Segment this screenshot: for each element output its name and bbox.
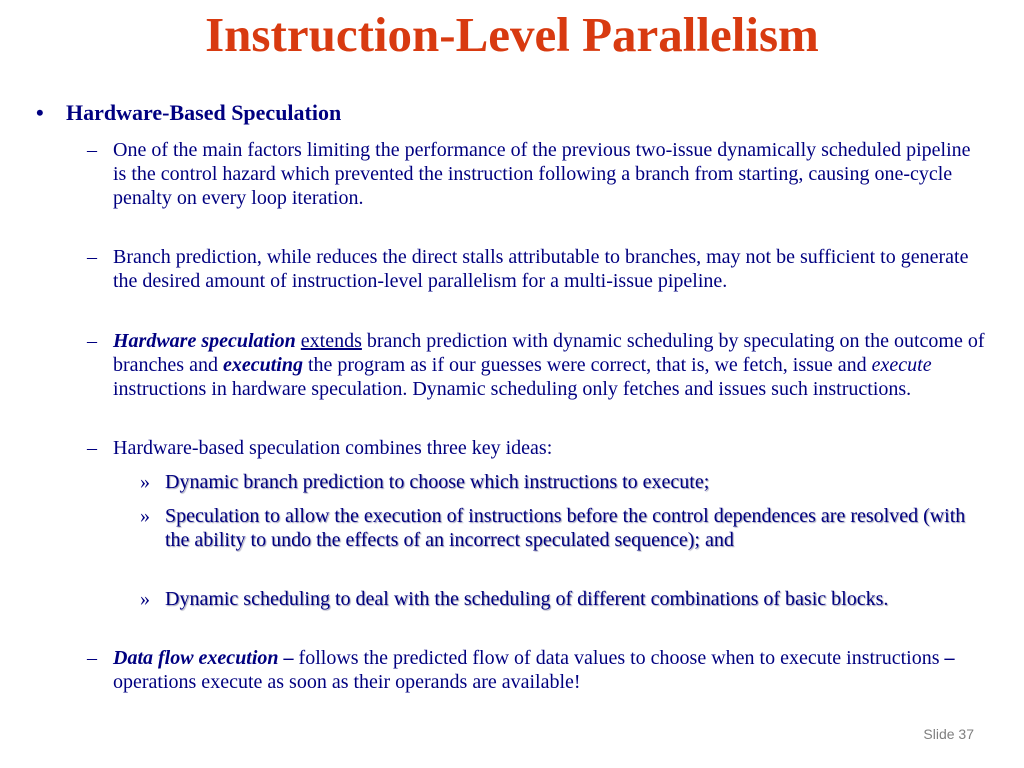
sub-point-text: Hardware-based speculation combines three key ideas: [113, 437, 553, 459]
sub-point-data-flow-execution [87, 646, 987, 694]
sub-point-text [113, 329, 987, 401]
key-idea-text: Speculation to allow the execution of instructions before the control dependences are resolved (with the ability to undo the effects of an incorrect speculated sequence); and [165, 505, 966, 551]
key-idea-branch-prediction [140, 470, 980, 494]
text-run: operations execute as soon as their operands are available! [113, 671, 581, 693]
key-idea-text: Dynamic branch prediction to choose which instructions to execute; [165, 471, 710, 493]
term-extends: extends [300, 330, 362, 352]
term-data-flow-execution: Data flow execution [113, 647, 279, 669]
chevron-marker: » [140, 588, 150, 610]
sub-point-text: One of the main factors limiting the performance of the previous two-issue dynamically scheduled pipeline is the control hazard which prevented the instruction following a branch from starting, causing one-cycle penalty on every loop iteration. [113, 139, 971, 209]
sub-point-three-key-ideas [87, 436, 987, 460]
sub-point-control-hazard [87, 138, 987, 210]
bold-dash: – [944, 647, 955, 669]
bullet-heading-row [36, 100, 341, 126]
key-idea-text: Dynamic scheduling to deal with the scheduling of different combinations of basic blocks. [165, 588, 889, 610]
text-run: instructions in hardware speculation. Dynamic scheduling only fetches and issues such instructions. [113, 378, 912, 400]
chevron-marker: » [140, 471, 150, 493]
chevron-marker: » [140, 505, 150, 527]
sub-point-branch-prediction [87, 245, 987, 293]
term-hardware-speculation: Hardware speculation [113, 330, 296, 352]
text-run: branch prediction with dynamic scheduling by speculating on the outcome of branches and [113, 330, 985, 376]
dash-marker: – [87, 139, 97, 161]
term-executing: executing [222, 354, 303, 376]
text-run: the program as if our guesses were correct, that is, we fetch, issue and [302, 354, 872, 376]
bullet-dot: • [36, 100, 44, 125]
dash-marker: – [87, 330, 97, 352]
bold-dash: – [278, 647, 299, 669]
bullet-heading: Hardware-Based Speculation [66, 100, 342, 125]
text-run: follows the predicted flow of data values to choose when to execute instructions [298, 647, 945, 669]
dash-marker: – [87, 647, 97, 669]
dash-marker: – [87, 437, 97, 459]
slide-number: Slide 37 [923, 726, 974, 742]
key-idea-dynamic-scheduling [140, 587, 980, 611]
sub-point-text [113, 646, 987, 694]
sub-point-text: Branch prediction, while reduces the direct stalls attributable to branches, may not be sufficient to generate the desired amount of instruction-level parallelism for a multi-issue pipeline. [113, 246, 969, 292]
term-execute: execute [871, 354, 932, 376]
key-idea-speculation [140, 504, 980, 552]
sub-point-hardware-speculation [87, 329, 987, 401]
dash-marker: – [87, 246, 97, 268]
slide-title: Instruction-Level Parallelism [205, 7, 819, 62]
